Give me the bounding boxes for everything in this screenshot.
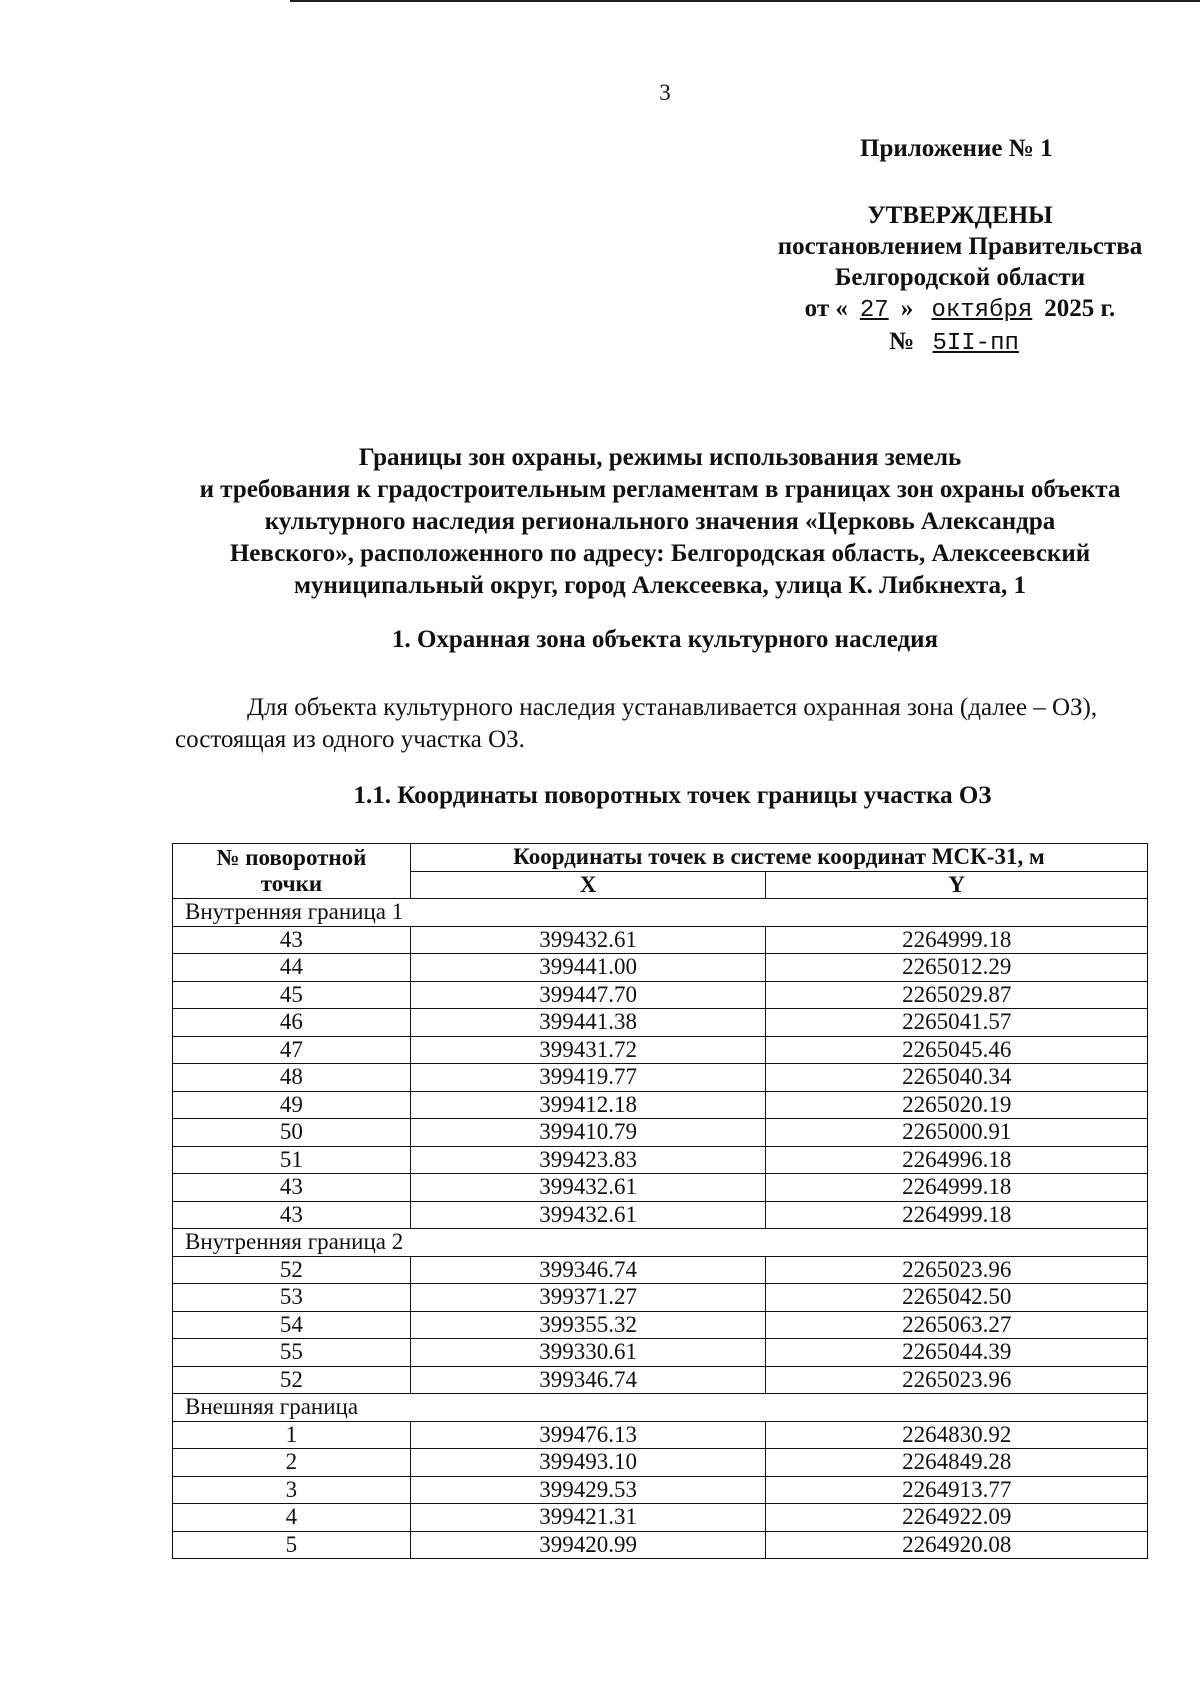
title-line: Невского», расположенного по адресу: Белгородская область, Алексеевский bbox=[229, 540, 1091, 567]
y-coordinate-cell: 2265044.39 bbox=[766, 1339, 1148, 1367]
page-number: 3 bbox=[659, 80, 671, 105]
point-number-cell: 53 bbox=[173, 1284, 411, 1312]
y-coordinate-cell: 2265012.29 bbox=[766, 954, 1148, 982]
date-month: октября bbox=[931, 297, 1033, 324]
body-paragraph bbox=[175, 692, 1150, 756]
point-number-cell: 43 bbox=[173, 1174, 411, 1202]
x-coordinate-cell: 399441.38 bbox=[410, 1009, 766, 1037]
group-label: Внешняя граница bbox=[173, 1394, 1148, 1422]
table-row bbox=[173, 1504, 1148, 1532]
y-coordinate-cell: 2264920.08 bbox=[766, 1531, 1148, 1559]
subsection-title: 1.1. Координаты поворотных точек границы участка ОЗ bbox=[353, 782, 992, 809]
table-row bbox=[173, 1064, 1148, 1092]
y-coordinate-cell: 2264922.09 bbox=[766, 1504, 1148, 1532]
y-coordinate-cell: 2265000.91 bbox=[766, 1119, 1148, 1147]
x-coordinate-cell: 399355.32 bbox=[410, 1311, 766, 1339]
x-coordinate-cell: 399431.72 bbox=[410, 1036, 766, 1064]
y-coordinate-cell: 2265020.19 bbox=[766, 1091, 1148, 1119]
y-coordinate-cell: 2264999.18 bbox=[766, 926, 1148, 954]
point-number-cell: 43 bbox=[173, 926, 411, 954]
table-row bbox=[173, 954, 1148, 982]
top-border-line bbox=[290, 0, 1200, 2]
point-number-cell: 50 bbox=[173, 1119, 411, 1147]
group-label: Внутренняя граница 1 bbox=[173, 899, 1148, 927]
point-number-cell: 5 bbox=[173, 1531, 411, 1559]
table-row bbox=[173, 1146, 1148, 1174]
table-row bbox=[173, 1284, 1148, 1312]
date-day: 27 bbox=[859, 297, 889, 324]
table-row bbox=[173, 1476, 1148, 1504]
x-coordinate-cell: 399447.70 bbox=[410, 981, 766, 1009]
approval-line-1: постановлением Правительства bbox=[777, 233, 1143, 260]
y-coordinate-cell: 2264999.18 bbox=[766, 1174, 1148, 1202]
y-coordinate-cell: 2264913.77 bbox=[766, 1476, 1148, 1504]
x-coordinate-cell: 399441.00 bbox=[410, 954, 766, 982]
y-coordinate-cell: 2265040.34 bbox=[766, 1064, 1148, 1092]
x-coordinate-cell: 399346.74 bbox=[410, 1256, 766, 1284]
point-number-cell: 49 bbox=[173, 1091, 411, 1119]
y-coordinate-cell: 2264830.92 bbox=[766, 1421, 1148, 1449]
y-coordinate-cell: 2265063.27 bbox=[766, 1311, 1148, 1339]
appendix-label: Приложение № 1 bbox=[860, 135, 1053, 162]
title-line: Границы зон охраны, режимы использования земель bbox=[358, 444, 962, 471]
y-coordinate-cell: 2265023.96 bbox=[766, 1366, 1148, 1394]
approval-block bbox=[760, 200, 1160, 359]
date-prefix: от « bbox=[804, 295, 848, 322]
point-number-cell: 55 bbox=[173, 1339, 411, 1367]
date-mid: » bbox=[900, 295, 914, 322]
paragraph-line: состоящая из одного участка ОЗ. bbox=[175, 726, 525, 753]
point-number-cell: 54 bbox=[173, 1311, 411, 1339]
header-point-line-2: точки bbox=[260, 871, 323, 896]
point-number-cell: 1 bbox=[173, 1421, 411, 1449]
header-point-number bbox=[173, 844, 411, 899]
table-row bbox=[173, 1036, 1148, 1064]
resolution-number: 5II-пп bbox=[932, 330, 1019, 357]
coordinates-table bbox=[172, 843, 1148, 1559]
point-number-cell: 44 bbox=[173, 954, 411, 982]
table-row bbox=[173, 1119, 1148, 1147]
x-coordinate-cell: 399420.99 bbox=[410, 1531, 766, 1559]
header-y: Y bbox=[766, 871, 1148, 899]
x-coordinate-cell: 399410.79 bbox=[410, 1119, 766, 1147]
table-row bbox=[173, 1009, 1148, 1037]
x-coordinate-cell: 399429.53 bbox=[410, 1476, 766, 1504]
table-row bbox=[173, 1091, 1148, 1119]
table-row bbox=[173, 926, 1148, 954]
approval-line-2: Белгородской области bbox=[834, 264, 1086, 291]
point-number-cell: 52 bbox=[173, 1366, 411, 1394]
x-coordinate-cell: 399371.27 bbox=[410, 1284, 766, 1312]
group-row bbox=[173, 1229, 1148, 1257]
header-x: X bbox=[410, 871, 766, 899]
point-number-cell: 2 bbox=[173, 1449, 411, 1477]
header-point-line-1: № поворотной bbox=[216, 845, 367, 870]
point-number-cell: 48 bbox=[173, 1064, 411, 1092]
number-prefix: № bbox=[889, 328, 915, 355]
y-coordinate-cell: 2265023.96 bbox=[766, 1256, 1148, 1284]
y-coordinate-cell: 2264996.18 bbox=[766, 1146, 1148, 1174]
point-number-cell: 43 bbox=[173, 1201, 411, 1229]
point-number-cell: 51 bbox=[173, 1146, 411, 1174]
approval-date-line bbox=[760, 293, 1160, 326]
y-coordinate-cell: 2264849.28 bbox=[766, 1449, 1148, 1477]
x-coordinate-cell: 399476.13 bbox=[410, 1421, 766, 1449]
group-row bbox=[173, 899, 1148, 927]
point-number-cell: 4 bbox=[173, 1504, 411, 1532]
y-coordinate-cell: 2265042.50 bbox=[766, 1284, 1148, 1312]
table-row bbox=[173, 1201, 1148, 1229]
x-coordinate-cell: 399423.83 bbox=[410, 1146, 766, 1174]
y-coordinate-cell: 2265041.57 bbox=[766, 1009, 1148, 1037]
title-line: культурного наследия регионального значения «Церковь Александра bbox=[264, 508, 1056, 535]
point-number-cell: 45 bbox=[173, 981, 411, 1009]
x-coordinate-cell: 399432.61 bbox=[410, 1174, 766, 1202]
point-number-cell: 46 bbox=[173, 1009, 411, 1037]
point-number-cell: 52 bbox=[173, 1256, 411, 1284]
y-coordinate-cell: 2264999.18 bbox=[766, 1201, 1148, 1229]
x-coordinate-cell: 399419.77 bbox=[410, 1064, 766, 1092]
approval-number-line bbox=[760, 326, 1160, 359]
point-number-cell: 47 bbox=[173, 1036, 411, 1064]
x-coordinate-cell: 399346.74 bbox=[410, 1366, 766, 1394]
section-title: 1. Охранная зона объекта культурного наследия bbox=[391, 626, 939, 653]
table-row bbox=[173, 1449, 1148, 1477]
table-row bbox=[173, 1174, 1148, 1202]
table-row bbox=[173, 981, 1148, 1009]
table-row bbox=[173, 1531, 1148, 1559]
x-coordinate-cell: 399493.10 bbox=[410, 1449, 766, 1477]
x-coordinate-cell: 399432.61 bbox=[410, 1201, 766, 1229]
table-body bbox=[173, 899, 1148, 1559]
x-coordinate-cell: 399412.18 bbox=[410, 1091, 766, 1119]
table-row bbox=[173, 1366, 1148, 1394]
table-row bbox=[173, 1421, 1148, 1449]
title-line: муниципальный округ, город Алексеевка, улица К. Либкнехта, 1 bbox=[294, 572, 1026, 599]
title-line: и требования к градостроительным регламентам в границах зон охраны объекта bbox=[199, 476, 1121, 503]
point-number-cell: 3 bbox=[173, 1476, 411, 1504]
x-coordinate-cell: 399421.31 bbox=[410, 1504, 766, 1532]
y-coordinate-cell: 2265029.87 bbox=[766, 981, 1148, 1009]
x-coordinate-cell: 399432.61 bbox=[410, 926, 766, 954]
table-row bbox=[173, 1339, 1148, 1367]
x-coordinate-cell: 399330.61 bbox=[410, 1339, 766, 1367]
approval-heading: УТВЕРЖДЕНЫ bbox=[867, 202, 1053, 229]
table-row bbox=[173, 1311, 1148, 1339]
date-year: 2025 г. bbox=[1044, 295, 1116, 322]
group-label: Внутренняя граница 2 bbox=[173, 1229, 1148, 1257]
y-coordinate-cell: 2265045.46 bbox=[766, 1036, 1148, 1064]
document-title bbox=[150, 442, 1170, 602]
group-row bbox=[173, 1394, 1148, 1422]
paragraph-line: Для объекта культурного наследия устанавливается охранная зона (далее – ОЗ), bbox=[247, 694, 1098, 721]
header-coordinates: Координаты точек в системе координат МСК-31, м bbox=[410, 844, 1147, 872]
table-row bbox=[173, 1256, 1148, 1284]
